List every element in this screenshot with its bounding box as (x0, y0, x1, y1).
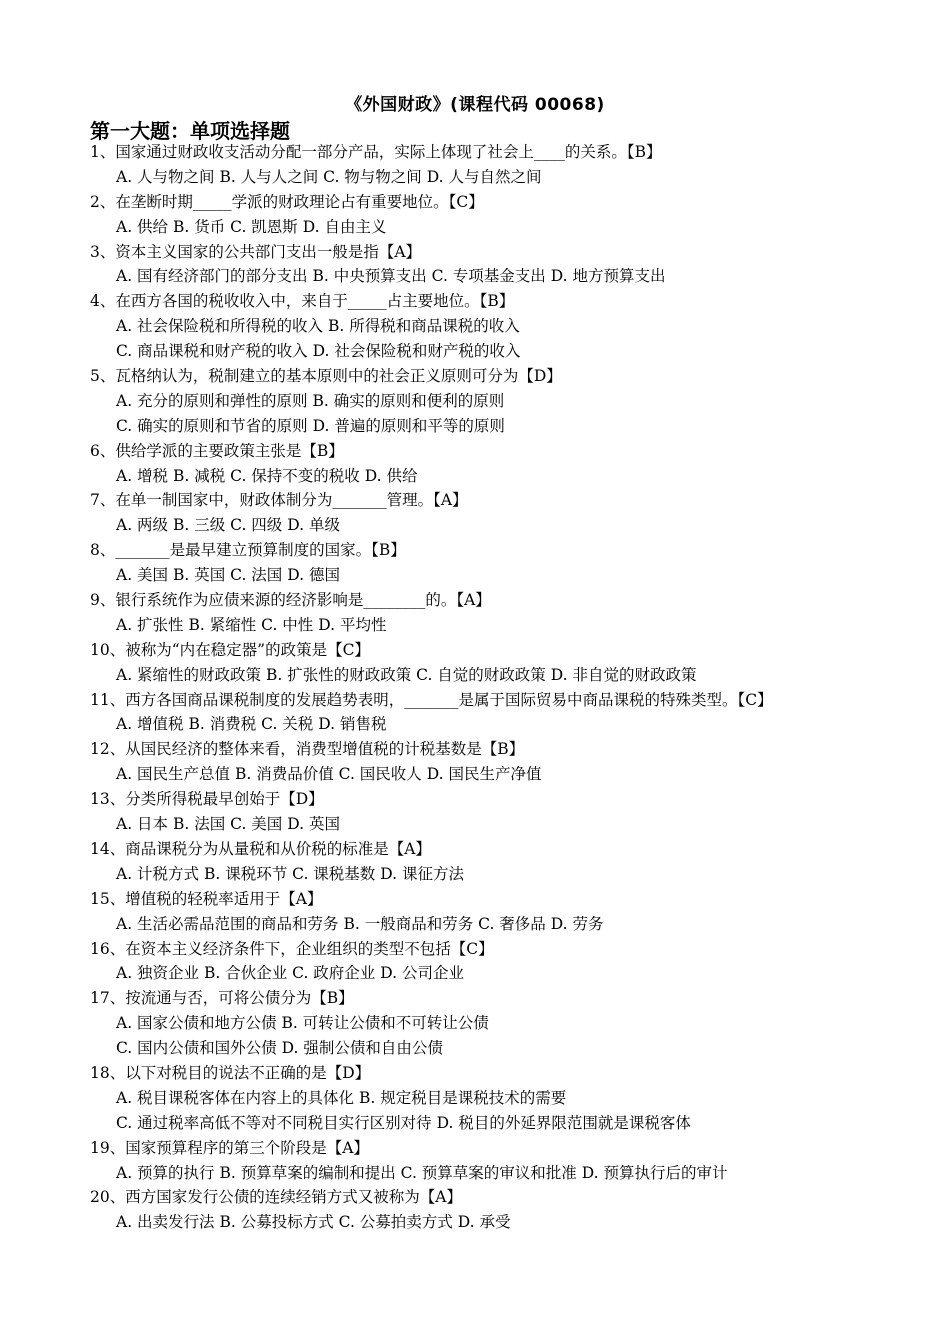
question-stem: 12、从国民经济的整体来看，消费型增值税的计税基数是【B】 (90, 740, 525, 759)
question-stem: 9、银行系统作为应债来源的经济影响是________的。【A】 (90, 591, 491, 610)
question-options: A. 国有经济部门的部分支出 B. 中央预算支出 C. 专项基金支出 D. 地方预算支出 (116, 267, 666, 286)
question-item (90, 364, 930, 439)
question-stem: 2、在垄断时期_____学派的财政理论占有重要地位。【C】 (90, 192, 484, 211)
question-item (90, 937, 930, 987)
question-options: A. 预算的执行 B. 预算草案的编制和提出 C. 预算草案的审议和批准 D. 预算执行后的审计 (116, 1163, 728, 1182)
question-stem: 15、增值税的轻税率适用于【A】 (90, 889, 323, 908)
question-stem: 3、资本主义国家的公共部门支出一般是指【A】 (90, 242, 422, 261)
question-stem: 5、瓦格纳认为，税制建立的基本原则中的社会正义原则可分为【D】 (90, 367, 562, 386)
question-options: A. 国家公债和地方公债 B. 可转让公债和不可转让公债 (116, 1014, 489, 1033)
question-options: A. 两级 B. 三级 C. 四级 D. 单级 (116, 516, 340, 535)
question-stem: 11、西方各国商品课税制度的发展趋势表明，_______是属于国际贸易中商品课税的特殊类型。【C】 (90, 690, 773, 709)
question-options: C. 国内公债和国外公债 D. 强制公债和自由公债 (116, 1039, 443, 1058)
question-stem: 4、在西方各国的税收收入中，来自于_____占主要地位。【B】 (90, 292, 515, 311)
question-item (90, 1185, 930, 1235)
question-options: A. 独资企业 B. 合伙企业 C. 政府企业 D. 公司企业 (116, 964, 464, 983)
question-options: C. 确实的原则和节省的原则 D. 普遍的原则和平等的原则 (116, 416, 505, 435)
question-options: A. 社会保险税和所得税的收入 B. 所得税和商品课税的收入 (116, 317, 520, 336)
question-item (90, 887, 930, 937)
question-item (90, 837, 930, 887)
question-options: A. 计税方式 B. 课税环节 C. 课税基数 D. 课征方法 (116, 864, 464, 883)
question-item (90, 190, 930, 240)
question-item (90, 538, 930, 588)
question-item (90, 1061, 930, 1136)
question-options: C. 商品课税和财产税的收入 D. 社会保险税和财产税的收入 (116, 342, 521, 361)
question-stem: 17、按流通与否，可将公债分为【B】 (90, 989, 354, 1008)
question-item (90, 140, 930, 190)
question-item (90, 737, 930, 787)
question-stem: 1、国家通过财政收支活动分配一部分产品，实际上体现了社会上____的关系。【B】 (90, 143, 662, 161)
question-stem: 13、分类所得税最早创始于【D】 (90, 790, 324, 809)
question-options: A. 税目课税客体在内容上的具体化 B. 规定税目是课税技术的需要 (116, 1088, 567, 1107)
question-options: A. 人与物之间 B. 人与人之间 C. 物与物之间 D. 人与自然之间 (116, 167, 542, 186)
question-stem: 8、_______是最早建立预算制度的国家。【B】 (90, 541, 406, 560)
question-stem: 20、西方国家发行公债的连续经销方式又被称为【A】 (90, 1188, 462, 1207)
question-options: A. 日本 B. 法国 C. 美国 D. 英国 (116, 815, 340, 834)
document-title: 《外国财政》(课程代码 00068) (345, 95, 605, 115)
question-item (90, 289, 930, 364)
question-item (90, 986, 930, 1061)
question-options: A. 紧缩性的财政政策 B. 扩张性的财政政策 C. 自觉的财政政策 D. 非自觉的财政政策 (116, 665, 697, 684)
question-item (90, 488, 930, 538)
question-item (90, 1136, 930, 1186)
question-item (90, 638, 930, 688)
question-options: A. 供给 B. 货币 C. 凯恩斯 D. 自由主义 (116, 217, 387, 236)
question-stem: 6、供给学派的主要政策主张是【B】 (90, 441, 344, 460)
question-item (90, 588, 930, 638)
question-stem: 14、商品课税分为从量税和从价税的标准是【A】 (90, 839, 431, 858)
question-stem: 16、在资本主义经济条件下，企业组织的类型不包括【C】 (90, 939, 494, 958)
question-stem: 19、国家预算程序的第三个阶段是【A】 (90, 1138, 369, 1157)
question-options: C. 通过税率高低不等对不同税目实行区别对待 D. 税目的外延界限范围就是课税客体 (116, 1113, 691, 1132)
question-list (90, 140, 930, 1235)
question-options: A. 增值税 B. 消费税 C. 关税 D. 销售税 (116, 715, 387, 734)
question-options: A. 扩张性 B. 紧缩性 C. 中性 D. 平均性 (116, 615, 387, 634)
question-item (90, 787, 930, 837)
question-options: A. 增税 B. 减税 C. 保持不变的税收 D. 供给 (116, 466, 418, 485)
question-stem: 10、被称为“内在稳定器”的政策是【C】 (90, 640, 370, 659)
question-item (90, 439, 930, 489)
question-item (90, 240, 930, 290)
question-stem: 18、以下对税目的说法不正确的是【D】 (90, 1063, 371, 1082)
question-stem: 7、在单一制国家中，财政体制分为_______管理。【A】 (90, 491, 468, 510)
question-options: A. 美国 B. 英国 C. 法国 D. 德国 (116, 566, 340, 585)
question-options: A. 出卖发行法 B. 公募投标方式 C. 公募拍卖方式 D. 承受 (116, 1213, 511, 1232)
question-options: A. 生活必需品范围的商品和劳务 B. 一般商品和劳务 C. 奢侈品 D. 劳务 (116, 914, 604, 933)
question-item (90, 688, 930, 738)
question-options: A. 国民生产总值 B. 消费品价值 C. 国民收人 D. 国民生产净值 (116, 765, 542, 784)
section-heading: 第一大题：单项选择题 (90, 119, 290, 143)
question-options: A. 充分的原则和弹性的原则 B. 确实的原则和便利的原则 (116, 391, 505, 410)
